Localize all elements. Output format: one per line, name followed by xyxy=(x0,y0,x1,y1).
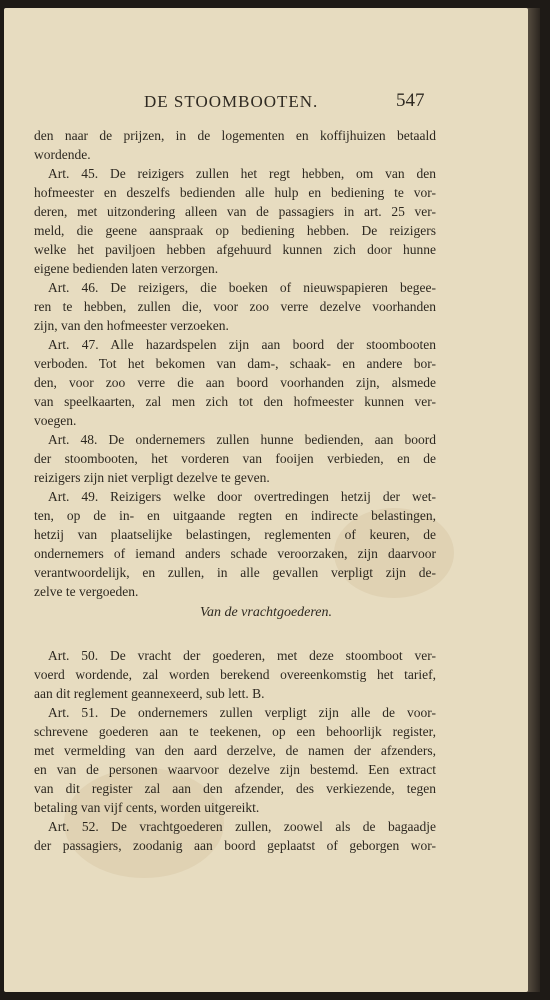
text-line: ten, op de in- en uitgaande regten en indirecte belastingen, xyxy=(34,508,436,523)
text-line: verboden. Tot het bekomen van dam-, schaak- en andere bor- xyxy=(34,356,436,371)
page-edge-shadow xyxy=(526,8,540,992)
text-line: voerd wordende, zal worden berekend overeenkomstig het tarief, xyxy=(34,667,436,682)
book-page xyxy=(4,8,528,992)
text-line: den, voor zoo verre die aan boord voorhanden zijn, alsmede xyxy=(34,375,436,390)
text-line: en van de personen waarvoor dezelve zijn bestemd. Een extract xyxy=(34,762,436,777)
text-line: meld, die geene aanspraak op bediening hebben. De reizigers xyxy=(34,223,436,238)
text-line: hofmeester en deszelfs bedienden alle hulp en bediening te vor- xyxy=(34,185,436,200)
text-line: aan dit reglement geannexeerd, sub lett. B. xyxy=(34,686,265,701)
text-line: voegen. xyxy=(34,413,77,428)
section-heading: Van de vrachtgoederen. xyxy=(199,605,333,620)
text-line: ren te hebben, zullen die, voor zoo verre dezelve voorhanden xyxy=(34,299,436,314)
text-line: met vermelding van den aard derzelve, de namen der afzenders, xyxy=(34,743,436,758)
text-line: Art. 50. De vracht der goederen, met deze stoomboot ver- xyxy=(48,648,436,663)
text-line: Art. 45. De reizigers zullen het regt hebben, om van den xyxy=(48,166,436,181)
text-line: van dit register zal aan den afzender, des verkiezende, tegen xyxy=(34,781,436,796)
text-line: ondernemers of iemand anders schade veroorzaken, zijn daarvoor xyxy=(34,546,436,561)
text-line: zijn, van den hofmeester verzoeken. xyxy=(34,318,229,333)
text-line: van speelkaarten, zal men zich tot den hofmeester kunnen ver- xyxy=(34,394,436,409)
text-line: Art. 52. De vrachtgoederen zullen, zoowel als de bagaadje xyxy=(48,819,436,834)
page-number: 547 xyxy=(396,90,425,111)
text-line: Art. 46. De reizigers, die boeken of nieuwspapieren begee- xyxy=(48,280,436,295)
body-text xyxy=(4,8,528,992)
text-line: Art. 49. Reizigers welke door overtredingen hetzij der wet- xyxy=(48,489,436,504)
text-line: Art. 51. De ondernemers zullen verpligt zijn alle de voor- xyxy=(48,705,436,720)
text-line: reizigers zijn niet verpligt dezelve te geven. xyxy=(34,470,270,485)
text-line: eigene bedienden laten verzorgen. xyxy=(34,261,219,276)
running-title: DE STOOMBOOTEN. xyxy=(144,92,319,111)
text-line: der passagiers, zoodanig aan boord geplaatst of geborgen wor- xyxy=(34,838,436,853)
text-line: zelve te vergoeden. xyxy=(34,584,139,599)
text-line: schrevene goederen aan te teekenen, op een behoorlijk register, xyxy=(34,724,436,739)
text-line: den naar de prijzen, in de logementen en koffijhuizen betaald xyxy=(34,128,436,143)
text-line: hetzij van plaatselijke belastingen, reglementen of keuren, de xyxy=(34,527,436,542)
text-line: verantwoordelijk, en zullen, in alle gevallen verpligt zijn de- xyxy=(34,565,436,580)
text-line: wordende. xyxy=(34,147,91,162)
text-line: Art. 47. Alle hazardspelen zijn aan boord der stoombooten xyxy=(48,337,436,352)
text-line: welke het paviljoen hebben afgehuurd kunnen zich door hunne xyxy=(34,242,436,257)
text-line: betaling van vijf cents, worden uitgereikt. xyxy=(34,800,260,815)
text-line: der stoombooten, het vorderen van fooijen verbieden, en de xyxy=(34,451,436,466)
text-line: Art. 48. De ondernemers zullen hunne bedienden, aan boord xyxy=(48,432,436,447)
text-line: deren, met uitzondering alleen van de passagiers in art. 25 ver- xyxy=(34,204,436,219)
